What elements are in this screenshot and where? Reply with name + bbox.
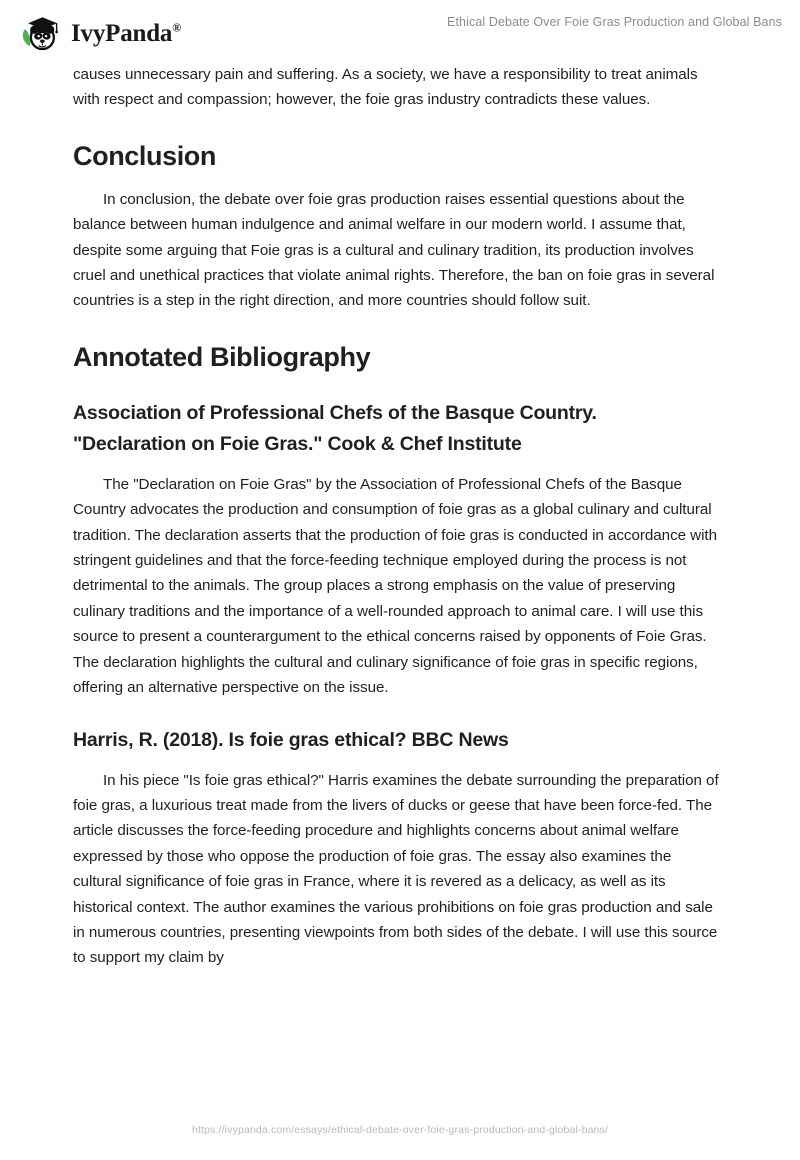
bibliography-entry-citation-1: Association of Professional Chefs of the Basque Country. "Declaration on Foie Gras." Cook & Chef Institute	[73, 401, 597, 455]
brand-logo[interactable]	[18, 9, 181, 55]
header-document-title: Ethical Debate Over Foie Gras Production and Global Bans	[447, 15, 782, 29]
panda-graduate-logo-icon	[18, 9, 64, 55]
conclusion-paragraph: In conclusion, the debate over foie gras production raises essential questions about the balance between human indulgence and animal welfare in our modern world. I assume that, despite some arguing that Foie gras is a cultural and culinary tradition, its production involves cruel and unethical practices that violate animal rights. Therefore, the ban on foie gras in several countries is a step in the right direction, and more countries should follow suit.	[73, 190, 715, 310]
heading-conclusion: Conclusion	[73, 140, 216, 171]
page-header	[0, 0, 800, 62]
page-footer	[0, 1120, 800, 1138]
bibliography-entry-annotation-2: In his piece "Is foie gras ethical?" Harris examines the debate surrounding the preparation of foie gras, a luxurious treat made from the livers of ducks or geese that have been force-fed. The article discusses the force-feeding procedure and highlights concerns about animal welfare expressed by those who oppose the production of foie gras. The essay also examines the cultural significance of foie gras in France, where it is revered as a delicacy, as well as its historical context. The author examines the various prohibitions on foie gras production and sale in numerous countries, presenting viewpoints from both sides of the debate. I will use this source to support my claim by	[73, 771, 719, 967]
brand-name: IvyPanda®	[71, 19, 181, 47]
bibliography-entry-annotation-1: The "Declaration on Foie Gras" by the Association of Professional Chefs of the Basque Country advocates the production and consumption of foie gras as a global culinary and cultural tradition. The declaration asserts that the production of foie gras is conducted in accordance with stringent guidelines and that the force-feeding technique employed during the process is not detrimental to the animals. The group places a strong emphasis on the value of preserving culinary traditions and the importance of a well-rounded approach to animal care. I will use this source to present a counterargument to the ethical concerns raised by opponents of Foie Gras. The declaration highlights the cultural and culinary significance of foie gras in specific regions, offering an alternative perspective on the issue.	[73, 475, 717, 697]
footer-source-url[interactable]: https://ivypanda.com/essays/ethical-debate-over-foie-gras-production-and-global-bans/	[191, 1124, 609, 1136]
registered-mark: ®	[172, 20, 181, 35]
bibliography-entry-citation-2: Harris, R. (2018). Is foie gras ethical? BBC News	[73, 728, 509, 751]
continued-paragraph: causes unnecessary pain and suffering. As a society, we have a responsibility to treat animals with respect and compassion; however, the foie gras industry contradicts these values.	[73, 66, 698, 109]
heading-annotated-bibliography: Annotated Bibliography	[73, 341, 371, 372]
document-body	[73, 62, 720, 985]
